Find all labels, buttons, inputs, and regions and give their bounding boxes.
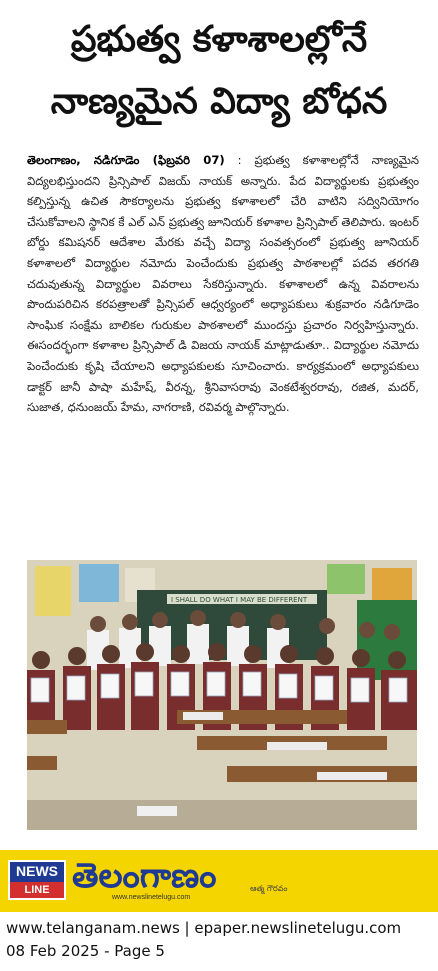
classroom-photo-image [27,560,417,830]
brand-url: www.newslinetelugu.com [112,894,191,901]
headline [0,0,438,148]
newsline-logo [8,860,66,900]
brand-title: తెలంగాణం [72,856,217,896]
brand-tagline: ఆత్మ గౌరవం [250,884,288,893]
news-photo [27,560,417,830]
masthead-banner [0,850,438,912]
footer-date-page: 08 Feb 2025 - Page 5 [6,942,165,960]
footer [0,912,438,971]
headline-line-2: నాణ్యమైన విద్యా బోధన [50,81,388,122]
logo-news-text: NEWS [10,862,64,881]
article-text: : ప్రభుత్వ కళాశాలల్లోనే నాణ్యమైన విద్యలభిస్తుందని ప్రిన్సిపాల్ విజయ్ నాయక్ అన్నారు. పేద విద్యార్థులకు ప్రభుత్వం కల్పిస్తున్న ఉచిత సౌకర్యాలను ప్రభుత్వ కళాశాలలో చేరి వాటిని సద్వినియోగం చేసుకోవాలని స్థానిక కే ఎల్ ఎన్ ప్రభుత్వ జూనియర్ కళాశాల ప్రిన్సిపాల్ తెలిపారు. ఇంటర్ బోర్డు కమిషనర్ ఆదేశాల మేరకు వచ్చే విద్యా సంవత్సరంలో ప్రభుత్వ జూనియర్ కళాశాలలో విద్యార్థుల నమోదు పెంచేందుకు ప్రభుత్వ పాఠశాలల్లో పదవ తరగతి చదువుతున్న విద్యార్థుల వివరాలు సేకరిస్తున్నారు. కళాశాలలో ఉన్న వివరాలను పొందుపరిచిన కరపత్రాలతో ప్రిన్సిపల్ ఆధ్వర్యంలో అధ్యాపకులు శుక్రవారం నడిగూడెం సాంఘిక సంక్షేమ బాలికల గురుకుల పాఠశాలలో ముందస్తు ప్రచారం నిర్వహిస్తున్నారు. ఈసందర్భంగా కళాశాల ప్రిన్సిపాల్ డి విజయ నాయక్ మాట్లాడుతూ.. విద్యార్థుల నమోదు పెంచేందుకు కృషి చేయాలని అధ్యాపకులకు సూచించారు. కార్యక్రమంలో అధ్యాపకులు డాక్టర్ జానీ పాషా మహేష్, వీరన్న, శ్రీనివాసరావు వెంకటేశ్వరరావు, రజిత, మదర్, సుజాత, ధనుంజయ్ హేమ, నాగరాణి, రవివర్మ పాల్గొన్నారు. [27,153,419,415]
headline-line-1: ప్రభుత్వ కళాశాలల్లోనే [70,19,368,60]
logo-line-text: LINE [10,882,64,898]
article-dateline: తెలంగాణం, నడిగూడెం (ఫిబ్రవరి 07) [27,153,225,167]
footer-websites: www.telanganam.news | epaper.newslinetelugu.com [6,919,402,937]
board-text: I SHALL DO WHAT I MAY BE DIFFERENT [171,596,308,604]
article-body [27,150,419,542]
